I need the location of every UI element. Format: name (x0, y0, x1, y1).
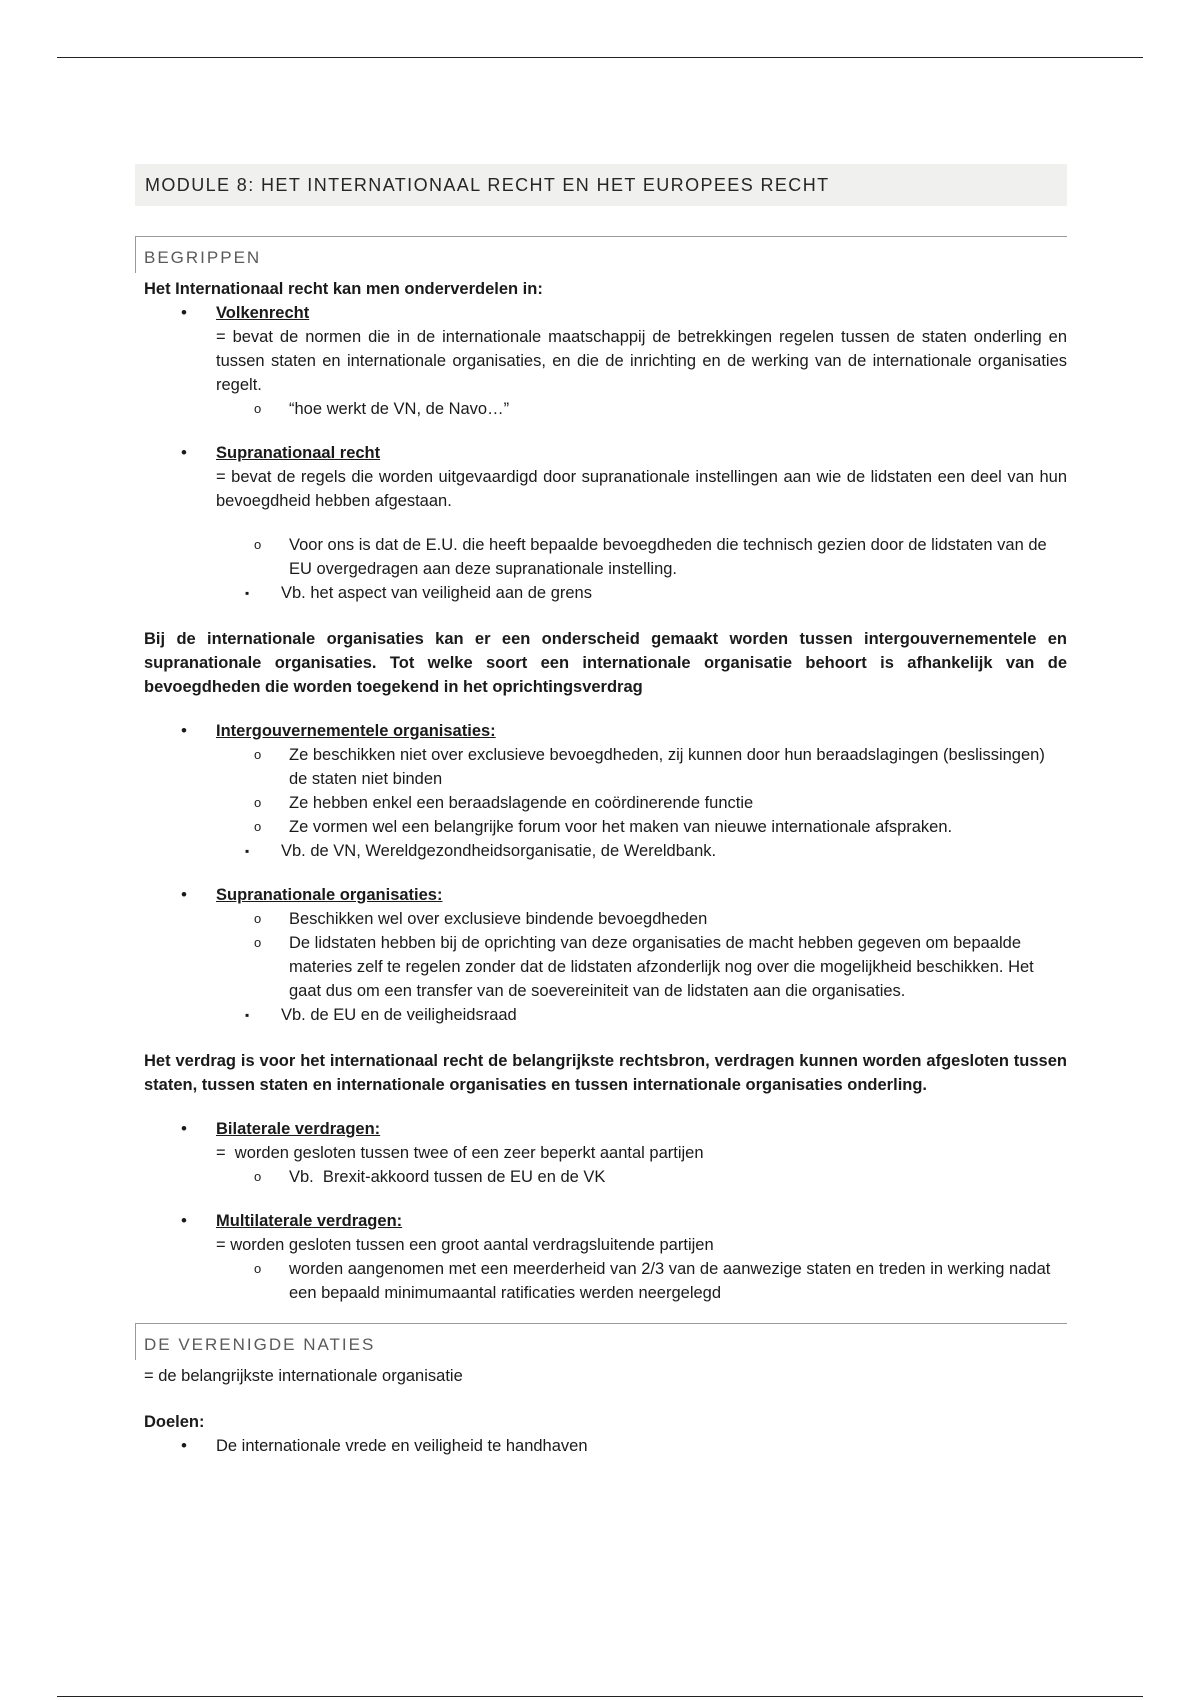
document-page (135, 164, 1067, 1458)
term-supranationaal: • Supranationaal recht (216, 444, 381, 462)
term-multilateraal: • Multilaterale verdragen: (216, 1212, 403, 1230)
bullet-list (135, 301, 1067, 421)
footer-rule (57, 1696, 1143, 1697)
bullet-list (135, 883, 1067, 1027)
bullet-list (135, 441, 1067, 605)
bullet-list (135, 1434, 1067, 1458)
example-item: ▪ Vb. de VN, Wereldgezondheidsorganisatie, de Wereldbank. (135, 839, 1067, 863)
section-heading-verenigde-naties: DE VERENIGDE NATIES (135, 1323, 1067, 1360)
sub-item: o “hoe werkt de VN, de Navo…” (216, 397, 1067, 421)
sub-item: o Beschikken wel over exclusieve bindende bevoegdheden (216, 907, 1067, 931)
list-item-goal: • De internationale vrede en veiligheid te handhaven (135, 1434, 1067, 1458)
section-heading-begrippen: BEGRIPPEN (135, 236, 1067, 273)
sub-list (216, 533, 1067, 581)
list-item-supranationale-organisaties (135, 883, 1067, 1027)
list-item-intergouvernementeel (135, 719, 1067, 863)
definition: = worden gesloten tussen twee of een zeer beperkt aantal partijen (216, 1144, 704, 1162)
sub-item: o worden aangenomen met een meerderheid van 2/3 van de aanwezige staten en treden in werking nadat een bepaald minimumaantal ratificaties werden neergelegd (216, 1257, 1067, 1305)
bullet-list (135, 1117, 1067, 1189)
intro-paragraph: Het verdrag is voor het internationaal recht de belangrijkste rechtsbron, verdragen kunnen worden afgesloten tussen staten, tussen staten en internationale organisaties en tussen internationale organisaties onderling. (144, 1052, 1067, 1094)
definition: = bevat de regels die worden uitgevaardigd door supranationale instellingen aan wie de lidstaten een deel van hun bevoegdheid hebben afgestaan. (216, 468, 1067, 510)
term-volkenrecht: • Volkenrecht (216, 304, 310, 322)
vn-definition: = de belangrijkste internationale organisatie (144, 1367, 463, 1385)
header-rule (57, 57, 1143, 58)
sub-list (216, 743, 1067, 839)
term-supranationale-organisaties: • Supranationale organisaties: (216, 886, 443, 904)
list-item-multilateraal (135, 1209, 1067, 1305)
example-list (135, 839, 1067, 863)
sub-list (216, 397, 1067, 421)
example-list (135, 1003, 1067, 1027)
list-item-bilateraal (135, 1117, 1067, 1189)
term-bilateraal: • Bilaterale verdragen: (216, 1120, 381, 1138)
sub-item: o Ze vormen wel een belangrijke forum voor het maken van nieuwe internationale afspraken. (216, 815, 1067, 839)
module-title: MODULE 8: HET INTERNATIONAAL RECHT EN HET EUROPEES RECHT (135, 164, 1067, 206)
sub-list (216, 1165, 1067, 1189)
example-item: ▪ Vb. het aspect van veiligheid aan de grens (135, 581, 1067, 605)
sub-item: o Vb. Brexit-akkoord tussen de EU en de VK (216, 1165, 1067, 1189)
definition: = worden gesloten tussen een groot aantal verdragsluitende partijen (216, 1236, 714, 1254)
sub-item: o Ze beschikken niet over exclusieve bevoegdheden, zij kunnen door hun beraadslagingen (beslissingen) de staten niet binden (216, 743, 1067, 791)
bullet-list (135, 719, 1067, 863)
bullet-list (135, 1209, 1067, 1305)
goals-label: Doelen: (144, 1413, 205, 1431)
intro-paragraph: Bij de internationale organisaties kan er een onderscheid gemaakt worden tussen intergouvernementele en supranationale organisaties. Tot welke soort een internationale organisatie behoort is afhankelijk van de bevoegdheden die worden toegekend in het oprichtingsverdrag (144, 630, 1067, 696)
intro-paragraph: Het Internationaal recht kan men onderverdelen in: (144, 280, 543, 298)
term-intergouvernementeel: • Intergouvernementele organisaties: (216, 722, 496, 740)
sub-item: o Ze hebben enkel een beraadslagende en coördinerende functie (216, 791, 1067, 815)
definition: = bevat de normen die in de internationale maatschappij de betrekkingen regelen tussen de staten onderling en tussen staten en internationale organisaties, en die de inrichting en de werking van de internationale organisaties regelt. (216, 328, 1067, 394)
sub-item: o Voor ons is dat de E.U. die heeft bepaalde bevoegdheden die technisch gezien door de lidstaten van de EU overgedragen aan deze supranationale instelling. (216, 533, 1067, 581)
sub-list (216, 1257, 1067, 1305)
list-item-supranationaal (135, 441, 1067, 605)
list-item-volkenrecht (135, 301, 1067, 421)
example-item: ▪ Vb. de EU en de veiligheidsraad (135, 1003, 1067, 1027)
sub-list (216, 907, 1067, 1003)
sub-item: o De lidstaten hebben bij de oprichting van deze organisaties de macht hebben gegeven om bepaalde materies zelf te regelen zonder dat de lidstaten afzonderlijk nog over die mogelijkheid beschikken. Het gaat dus om een transfer van de soevereiniteit van de lidstaten aan die organisaties. (216, 931, 1067, 1003)
example-list (135, 581, 1067, 605)
